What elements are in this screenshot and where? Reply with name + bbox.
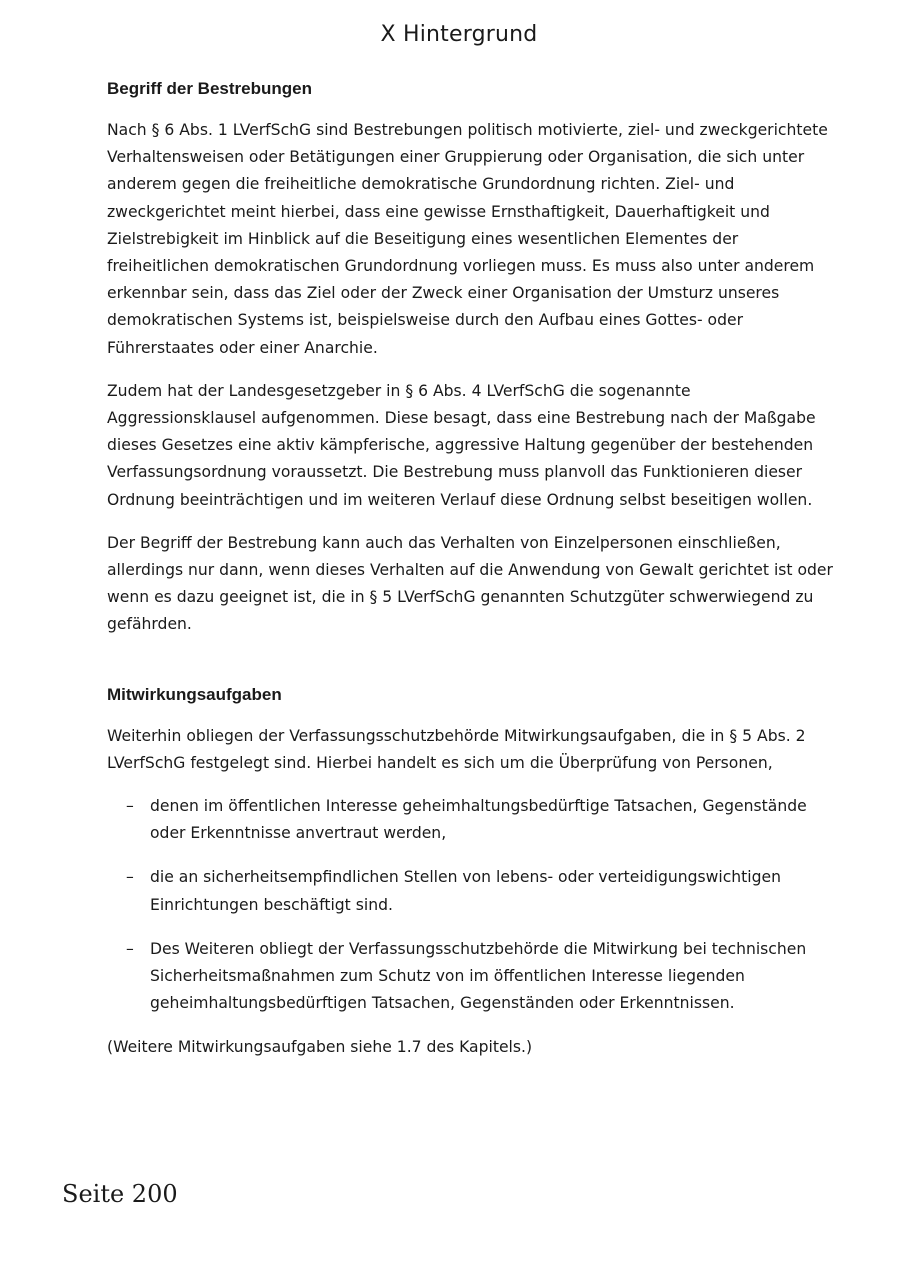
list-item xyxy=(107,864,837,918)
document-body xyxy=(107,77,837,1062)
page-title: X Hintergrund xyxy=(380,22,538,47)
section-heading-bestrebungen: Begriff der Bestrebungen xyxy=(107,79,312,98)
paragraph: Zudem hat der Landesgesetzgeber in § 6 Abs. 4 LVerfSchG die sogenannte Aggressionsklausel aufgenommen. Diese besagt, dass eine Bestrebung nach der Maßgabe dieses Gesetzes eine aktiv kämpferische, aggressive Haltung gegenüber der bestehenden Verfassungsordnung voraussetzt. Die Bestrebung muss planvoll das Funktionieren dieser Ordnung beeinträchtigen und im weiteren Verlauf diese Ordnung selbst beseitigen wollen. xyxy=(107,381,816,509)
dash-bullet: – xyxy=(126,939,134,958)
list-item xyxy=(107,793,837,847)
list-item xyxy=(107,936,837,1018)
paragraph: Nach § 6 Abs. 1 LVerfSchG sind Bestrebungen politisch motivierte, ziel- und zweckgerichtete Verhaltensweisen oder Betätigungen einer Gruppierung oder Organisation, die sich unter anderem gegen die freiheitliche demokratische Grundordnung richten. Ziel- und zweckgerichtet meint hierbei, dass eine gewisse Ernsthaftigkeit, Dauerhaftigkeit und Zielstrebigkeit im Hinblick auf die Beseitigung eines wesentlichen Elementes der freiheitlichen demokratischen Grundordnung vorliegen muss. Es muss also unter anderem erkennbar sein, dass das Ziel oder der Zweck einer Organisation der Umsturz unseres demokratischen Systems ist, beispielsweise durch den Aufbau eines Gottes- oder Führerstaates oder einer Anarchie. xyxy=(107,121,828,357)
section-heading-mitwirkungsaufgaben: Mitwirkungsaufgaben xyxy=(107,684,282,704)
dash-bullet: – xyxy=(126,868,134,887)
paragraph: Weiterhin obliegen der Verfassungsschutzbehörde Mitwirkungsaufgaben, die in § 5 Abs. 2 LVerfSchG festgelegt sind. Hierbei handelt es sich um die Überprüfung von Personen, xyxy=(107,726,806,772)
closing-note: (Weitere Mitwirkungsaufgaben siehe 1.7 des Kapitels.) xyxy=(107,1038,533,1057)
dash-bullet: – xyxy=(126,797,134,816)
section-mitwirkungsaufgaben xyxy=(107,683,837,1062)
list-item-text: denen im öffentlichen Interesse geheimhaltungsbedürftige Tatsachen, Gegenstände oder Erkenntnisse anvertraut werden, xyxy=(150,797,807,843)
page-number: Seite 200 xyxy=(62,1180,178,1208)
bullet-list xyxy=(107,793,837,1017)
list-item-text: die an sicherheitsempfindlichen Stellen von lebens- oder verteidigungswichtigen Einrichtungen beschäftigt sind. xyxy=(150,868,781,914)
paragraph: Der Begriff der Bestrebung kann auch das Verhalten von Einzelpersonen einschließen, allerdings nur dann, wenn dieses Verhalten auf die Anwendung von Gewalt gerichtet ist oder wenn es dazu geeignet ist, die in § 5 LVerfSchG genannten Schutzgüter schwerwiegend zu gefährden. xyxy=(107,533,833,634)
list-item-text: Des Weiteren obliegt der Verfassungsschutzbehörde die Mitwirkung bei technischen Sicherheitsmaßnahmen zum Schutz von im öffentlichen Interesse liegenden geheimhaltungsbedürftigen Tatsachen, Gegenständen oder Erkenntnissen. xyxy=(150,939,807,1013)
